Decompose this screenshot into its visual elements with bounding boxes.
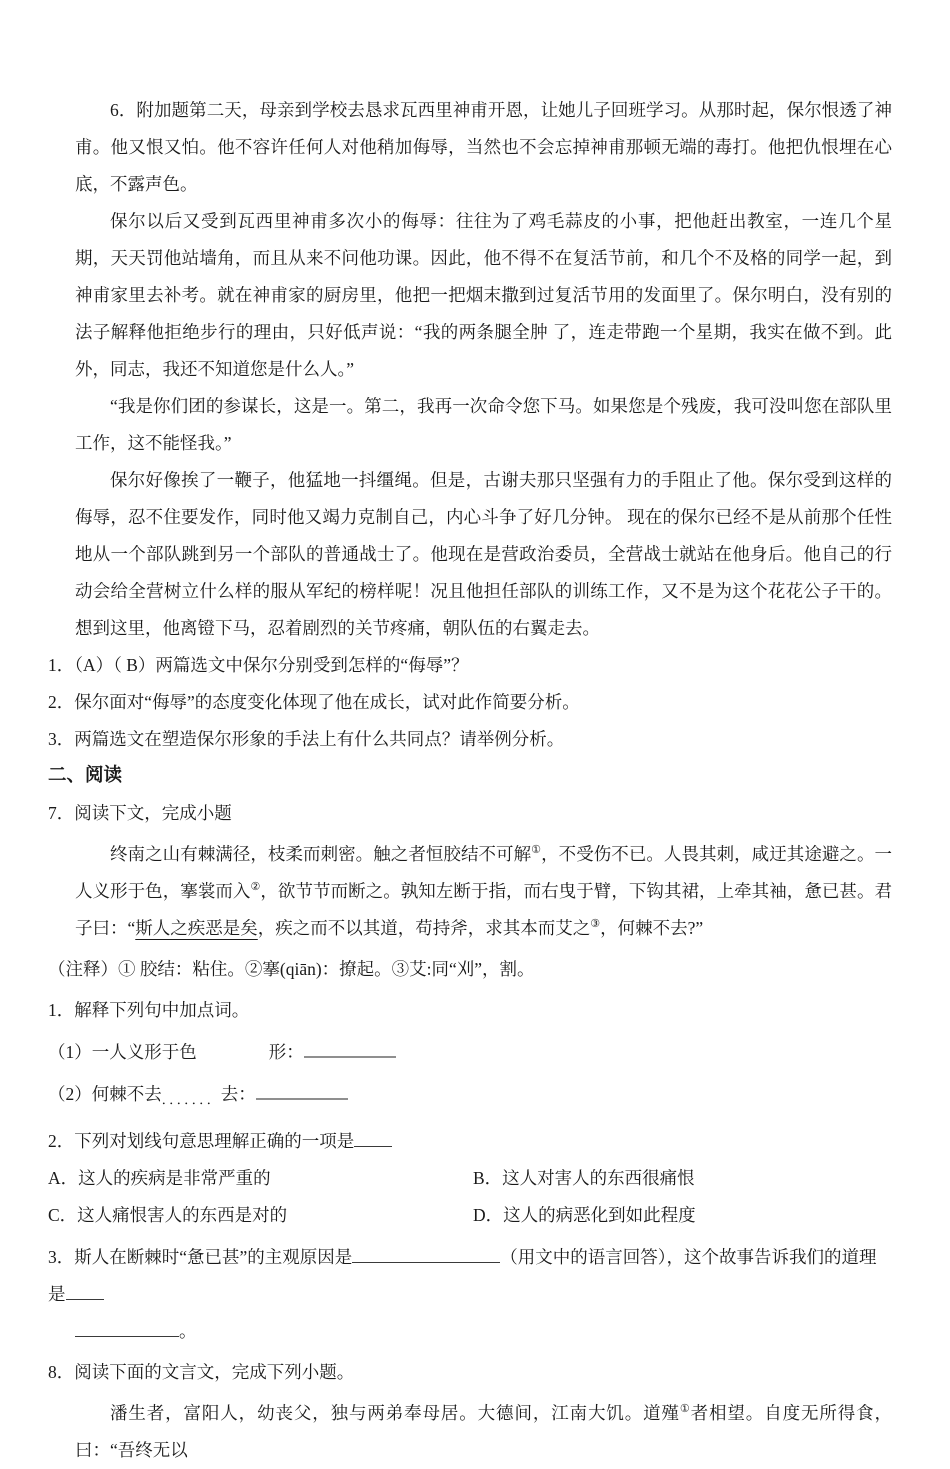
passage-text-5: ，何棘不去?” xyxy=(600,918,704,938)
q7-sub3-line2 xyxy=(75,1313,892,1350)
q7-sub3-line1 xyxy=(48,1239,892,1313)
q8-footnote-marker-1: ① xyxy=(679,1403,691,1416)
passage-text-1: 终南之山有棘满径，枝柔而刺密。触之者恒胶结不可解 xyxy=(110,844,532,864)
q6-paragraph-2: 保尔以后又受到瓦西里神甫多次小的侮辱：往往为了鸡毛蒜皮的小事，把他赶出教室，一连几个星期，天天罚他站墙角，而且从来不问他功课。因此，他不得不在复活节前，和几个不及格的同学一起，到神甫家里去补考。就在神甫家的厨房里，他把一把烟末撒到过复活节用的发面里了。保尔明白，没有别的法子解释他拒绝步行的理由，只好低声说：“我的两条腿全肿 了，连走带跑一个星期，我实在做不到。此外，同志，我还不知道您是什么人。” xyxy=(75,211,892,379)
option-b: B．这人对害人的东西很痛恨 xyxy=(473,1168,695,1188)
sub2-label-text: 2．下列对划线句意思理解正确的一项是 xyxy=(48,1131,355,1151)
q8-classical-passage xyxy=(75,1395,892,1469)
passage-text-2: ，不受伤不已。人畏其刺，咸迂其途避之。一人义形于色，搴裳而入 xyxy=(75,844,893,901)
q6-sub-question-2: 2．保尔面对“侮辱”的态度变化体现了他在成长，试对此作简要分析。 xyxy=(48,692,580,712)
sub3-part3: 。 xyxy=(179,1321,197,1341)
answer-blank xyxy=(66,1282,104,1301)
passage-text-4: ，疾之而不以其道，苟持斧，求其本而艾之 xyxy=(257,918,591,938)
item1-key-word: 形： xyxy=(268,1042,304,1062)
item1-sentence: （1）一人义形于色 xyxy=(48,1042,197,1062)
answer-blank xyxy=(304,1039,396,1059)
q6-paragraph-1: 6．附加题第二天，母亲到学校去恳求瓦西里神甫开恩，让她儿子回班学习。从那时起，保尔恨透了神甫。他又恨又怕。他不容许任何人对他稍加侮辱，当然也不会忘掉神甫那顿无端的毒打。他把仇恨埋在心底，不露声色。 xyxy=(75,100,892,194)
answer-blank xyxy=(354,1129,392,1148)
answer-blank xyxy=(256,1081,348,1101)
footnote-marker-2: ② xyxy=(250,881,261,894)
answer-blank xyxy=(75,1319,179,1338)
answer-blank xyxy=(352,1245,500,1264)
q6-sub-question-3: 3．两篇选文在塑造保尔形象的手法上有什么共同点？请举例分析。 xyxy=(48,729,565,749)
emphasis-dots: ．．．．．．． xyxy=(161,1092,221,1107)
q7-sub2-option-row-1 xyxy=(48,1160,892,1197)
sub3-part1: 3．斯人在断棘时“惫已甚”的主观原因是 xyxy=(48,1247,353,1267)
option-c: C．这人痛恨害人的东西是对的 xyxy=(48,1205,288,1225)
q7-sub1-item2 xyxy=(48,1076,892,1118)
q8-passage-text-2: 者相望。自度无所得食，曰：“吾终无以 xyxy=(75,1403,892,1460)
item2-key-word: 去： xyxy=(220,1084,256,1104)
q6-sub-question-1: 1．（A）（ B）两篇选文中保尔分别受到怎样的“侮辱”？ xyxy=(48,655,469,675)
footnote-marker-1: ① xyxy=(531,844,542,857)
sub3-part2: （用文中的语言回答），这个故事告诉我们的道理是 xyxy=(48,1247,877,1304)
q7-sub2-option-row-2 xyxy=(48,1197,892,1234)
q8-intro: 8．阅读下面的文言文，完成下列小题。 xyxy=(48,1362,355,1382)
q6-paragraph-4: 保尔好像挨了一鞭子，他猛地一抖缰绳。但是，古谢夫那只坚强有力的手阻止了他。保尔受到这样的侮辱，忍不住要发作，同时他又竭力克制自己，内心斗争了好几分钟。 现在的保尔已经不是从前那个任性地从一个部队跳到另一个部队的普通战士了。他现在是营政治委员，全营战士就站在他身后。他自己的行动会给全营树立什么样的服从军纪的榜样呢！况且他担任部队的训练工作，又不是为这个花花公子干的。想到这里，他离镫下马，忍着剧烈的关节疼痛，朝队伍的右翼走去。 xyxy=(75,470,892,638)
q7-classical-passage xyxy=(75,836,892,947)
q7-footnotes: （注释）① 胶结：粘住。②搴(qiān)：撩起。③艾:同“刈”，割。 xyxy=(48,959,535,979)
q7-sub2-label xyxy=(48,1123,892,1160)
q7-sub1-label: 1．解释下列句中加点词。 xyxy=(48,1000,250,1020)
q6-paragraph-3: “我是你们团的参谋长，这是一。第二，我再一次命令您下马。如果您是个残废，我可没叫您在部队里工作，这不能怪我。” xyxy=(75,396,892,453)
item2-sentence: （2）何棘不去 xyxy=(48,1084,162,1104)
option-d: D．这人的病恶化到如此程度 xyxy=(473,1205,696,1225)
q7-sub1-item1 xyxy=(48,1034,892,1071)
passage-text-3: ，欲节节而断之。孰知左断于指，而右曳于臂，下钩其裙，上牵其袖，惫已甚。君子曰：“ xyxy=(75,881,893,938)
underlined-phrase: 斯人之疾恶是矣 xyxy=(135,918,258,938)
option-a: A．这人的疾病是非常严重的 xyxy=(48,1168,271,1188)
section-two-header: 二、阅读 xyxy=(48,766,123,786)
q8-passage-text-1: 潘生者，富阳人，幼丧父，独与两弟奉母居。大德间，江南大饥。道殣 xyxy=(110,1403,680,1423)
q7-intro: 7．阅读下文，完成小题 xyxy=(48,803,232,823)
footnote-marker-3: ③ xyxy=(590,918,601,931)
